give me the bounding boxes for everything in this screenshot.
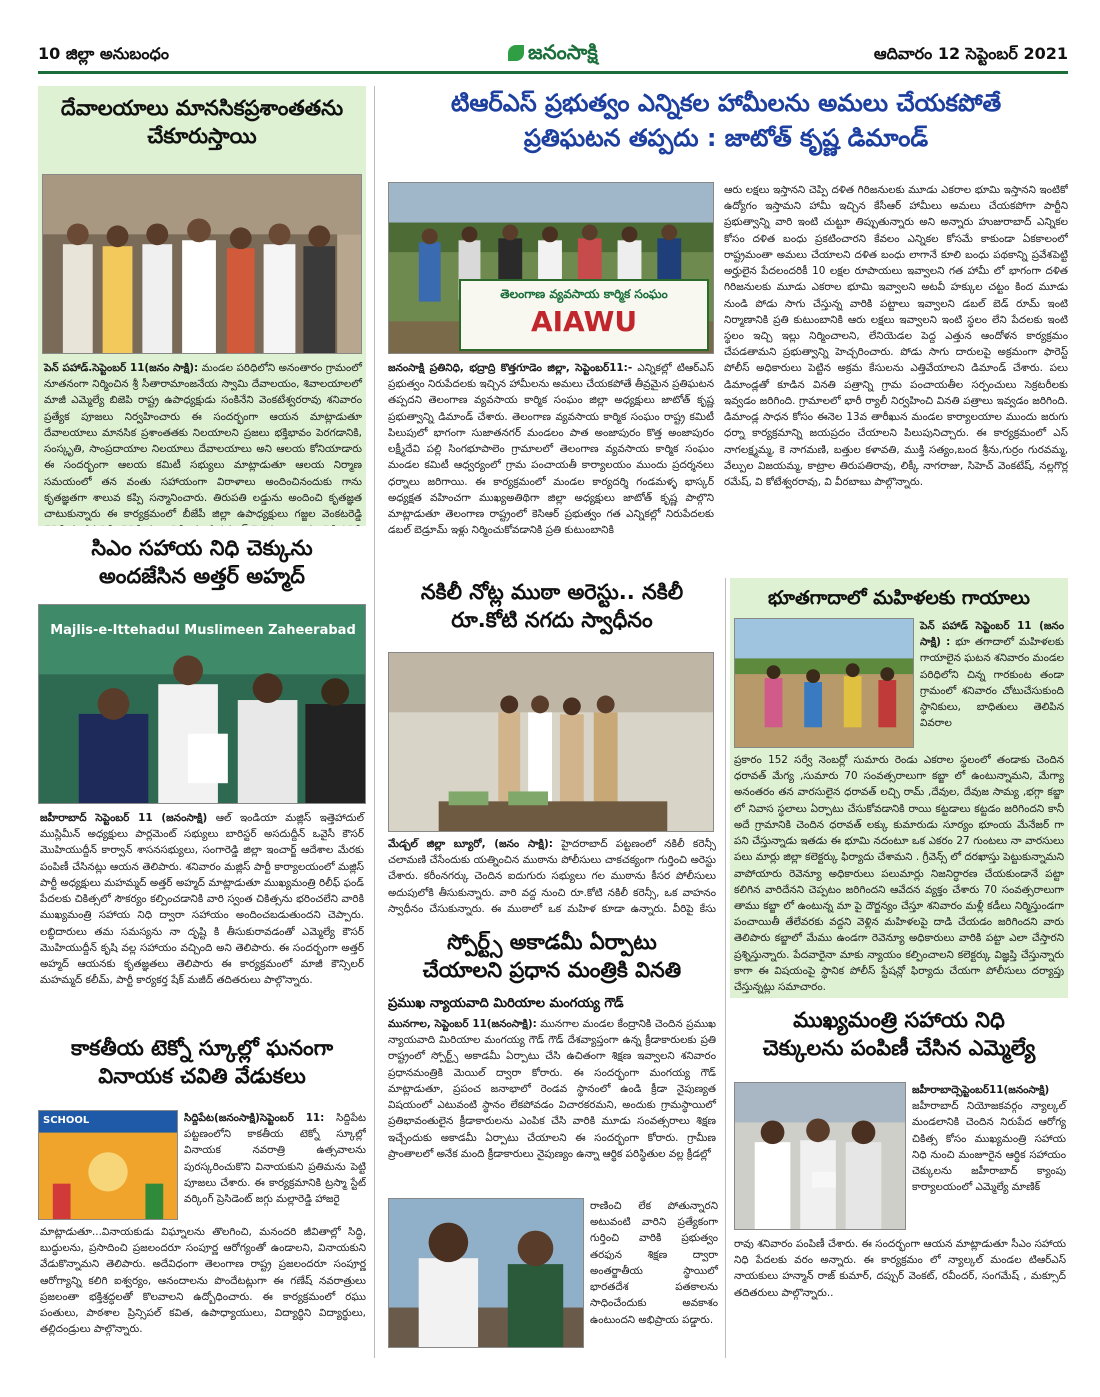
article-cm-relief-photo bbox=[38, 604, 366, 804]
article-mla-cheques-headline-2: చెక్కులను పంపిణీ చేసిన ఎమ్మెల్యే bbox=[762, 1036, 1036, 1061]
article-vinayaka-photo bbox=[38, 1110, 178, 1220]
article-land-dispute-headline: భూతగాదాలో మహిళలకు గాయాలు bbox=[768, 587, 1030, 609]
article-sports-headline-2: చేయాలని ప్రధాన మంత్రికి వినతి bbox=[422, 958, 682, 983]
article-land-dispute-body: ప్రకారం 152 సర్వే నెంబర్లో సుమారు రెండు ఎకరాల స్థలంలో తండాకు చెందిన ధరావత్ మేగ్య ,సుమారు 70 సంవత్సరాలుగా కబ్జా లో ఉంటున్నామని, మేగ్యా అనంతరం తన వారసులైన ధరావత్ లచ్చి రామ్ ,దేవుల, దేవుజ సామ్య ,భగ్గా కబ్జా లో నివాస స్థలాలు ఏర్పాటు చేసుకోవడానికి రాయి కట్టడాలు కట్టడం జరిగిందని కానీ అదే గ్రామానికి చెందిన ధరావత్ లక్కు కుమారుడు సూర్యం భూంయ మేనేజర్ గా పని చేస్తున్నాడు ఇతడు ఈ భూమి నదంటూ ఒక ఎకరం 27 గుంటలు నా వారసులు పలు మార్లు జిల్లా కలెక్టర్కు ఫిర్యాదు చేశామని . గ్రీవెన్స్ లో దరఖాస్తు పెట్టుకున్నామని వాపోయారు రెవెన్యూ అధికారులు పలుమార్లు నిజనిర్ధారణ చేయకుండానే పట్టా కలిగిన వారిదేనని చెప్పటం జరిగిందని ఆవేదన వ్యక్తం చేశారు 70 సంవత్సరాలుగా తాము కబ్జా లో ఉంటున్న మా పై దౌర్జన్యం చేస్తూ శనివారం మళ్లీ కడీలు నిర్మిస్తుండగా పంచాయితీ తేలేవరకు వద్దని వెళ్లిన మహిళలపై దాడి చేయడం జరిగిందని వారు తెలిపారు కబ్జాలో మేము ఉండగా రెవెన్యూ అధికారులు వారికి పట్టా ఎలా చేస్తారని ప్రశ్నిస్తున్నారు. పేదవారైనా మాకు న్యాయం కల్పించాలని కలెక్టర్కు విజ్ఞప్తి చేస్తున్నారు కాగా ఈ విషయంపై స్థానిక పోలీస్ స్టేషన్లో ఫిర్యాదు చేయగా పోలీసులు దర్యాప్తు చేస్తున్నట్లు సమాచారం. bbox=[734, 754, 1064, 994]
article-temple-photo bbox=[42, 174, 362, 354]
article-lead-banner bbox=[459, 279, 709, 351]
article-land-dispute-dateline: పెన్ పహాడ్ సెప్టెంబర్ 11 (జనం సాక్షి) : bbox=[920, 620, 1064, 649]
article-lead-headline-1: టిఆర్ఎస్ ప్రభుత్వం ఎన్నికల హామీలను అమలు చేయకపోతే bbox=[450, 89, 1002, 117]
column-divider-left bbox=[374, 86, 375, 1358]
school-ganesh-photo bbox=[39, 1111, 177, 1219]
article-lead-body: ఎన్నికల్లో టిఆర్ఎస్ ప్రభుత్వం నిరుపేదలకు ఇచ్చిన హామీలను అమలు చేయకపోతే తీవ్రమైన ప్రతిఘటన తప్పదని తెలంగాణ వ్యవసాయ కార్మిక సంఘం జిల్లా అధ్యక్షులు జాటోత్ కృష్ణ ప్రభుత్వాన్ని డిమాండ్ చేశారు. తెలంగాణ వ్యవసాయ కార్మిక సంఘం రాష్ట్ర కమిటీ పిలుపులో భాగంగా సుజాతనగర్ మండలం పాత అంజాపురం కొత్త అంజాపురం లక్ష్మీదేవి పల్లి సింగభూపాలెం గ్రామాలలో తెలంగాణ వ్యవసాయ కార్మిక సంఘం మండల కమిటీ ఆధ్వర్యంలో గ్రామ పంచాయతీ కార్యాలయం ముందు ప్రదర్శనలు ధర్నాలు జరిగాయి. ఈ కార్యక్రమంలో మండల కార్యదర్శి గండమళ్ళ భాస్కర్ అధ్యక్షత వహించగా ముఖ్యఅతిథిగా జిల్లా అధ్యక్షులు జాటోత్ కృష్ణ పాల్గొని మాట్లాడుతూ తెలంగాణ రాష్ట్రంలో కెసిఆర్ ప్రభుత్వం గత ఎన్నికల్లో నిరుపేదలకు డబల్ బెడ్రూమ్ ఇళ్లు నిర్మించుకోవడానికి ప్రతి కుటుంబానికి bbox=[388, 362, 715, 537]
article-mla-cheques-headline-1: ముఖ్యమంత్రి సహాయ నిధి bbox=[793, 1008, 1005, 1032]
article-mla-cheques-photo bbox=[734, 1082, 906, 1230]
article-mla-cheques-body: రావు శనివారం పంపిణీ చేశారు. ఈ సందర్భంగా ఆయన మాట్లాడుతూ సీఎం సహాయ నిధి పేదలకు వరం అన్నారు. ఈ కార్యక్రమం లో న్యాల్కల్ మండల టిఆర్ఎస్ నాయకులు హన్మాన్ రాజ్ కుమార్, దప్పుర్ వెంకట్, రవీందర్, సంగమేష్ , మక్సూద్ తదితరులు పాల్గొన్నారు.. bbox=[734, 1238, 1066, 1299]
article-lead-banner-bottom: AIAWU bbox=[530, 305, 638, 338]
article-vinayaka-headline-2: వినాయక చవితి వేడుకలు bbox=[98, 1064, 306, 1089]
article-vinayaka-body: మాట్లాడుతూ...వినాయకుడు విఘ్నాలను తొలగించి, మనందరి జీవితాల్లో సిద్ధి, బుద్ధులను, ప్రసాదించి ప్రజలందరూ సంపూర్ణ ఆరోగ్యంతో ఉండాలని, వినాయకుని వేడుకొన్నామని తెలిపారు. అదేవిధంగా తెలంగాణ రాష్ట్ర ప్రజలందరూ సంపూర్ణ ఆరోగ్యాన్ని కలిగి ఐశ్వర్యం, ఆనందాలను పొందేటట్లుగా ఈ గణేష్ నవరాత్రులు ప్రజలంతా భక్తిశ్రద్ధలతో కొలవాలని ఉద్బోధించారు. ఈ కార్యక్రమంలో రఘు పంతులు, పాఠశాల ప్రిన్సిపల్ కవిత, ఉపాధ్యాయులు, విద్యార్థిని విద్యార్థులు, తల్లిదండ్రులు పాల్గొన్నారు. bbox=[40, 1226, 366, 1336]
article-cm-relief-headline-1: సిఎం సహాయ నిధి చెక్కును bbox=[91, 536, 313, 560]
article-mla-cheques-body-right: జహీరాబాద్ నియోజకవర్గం న్యాల్కల్ మండలానికి చెందిన నిరుపేద ఆరోగ్య చికిత్స కోసం ముఖ్యమంత్రి సహాయ నిధి నుంచి మంజూరైన ఆర్థిక సహాయం చెక్కులను జహీరాబాద్ క్యాంపు కార్యాలయంలో ఎమ్మెల్యే మాణిక్ bbox=[912, 1100, 1066, 1194]
article-lead bbox=[384, 86, 1068, 576]
mla-cheque-photo bbox=[735, 1083, 905, 1229]
article-temple-body: మండల పరిధిలోని అనంతారం గ్రామంలో నూతనంగా నిర్మించిన శ్రీ సీతారామాంజనేయ స్వామి దేవాలయం, శివాలయాలలో మాజీ ఎమ్మెల్యే బిజెపి రాష్ట్ర ఉపాధ్యక్షుడు సంకినేని వెంకటేశ్వరరావు శనివారం ప్రత్యేక పూజలు నిర్వహించారు ఈ సందర్భంగా ఆయన మాట్లాడుతూ దేవాలయాలు మానసిక ప్రశాంతతకు నిలయాలని ప్రజలు భక్తిభావం పెరగడానికి, సంస్కృతి, సాంప్రదాయాల నిలయాలు దేవాలయాలు అని ఆలయ కోనియాడారు ఈ సందర్భంగా ఆలయ కమిటీ సభ్యులు మాట్లాడుతూ ఆలయ నిర్మాణ సమయంలో తన వంతు సహాయంగా విరాళాలు అందించినందుకు గాను కృతజ్ఞతగా శాలువ కప్పి సన్మానించారు. తిరుపతి లడ్డును అందించి కృతజ్ఞత చాటుకున్నారు ఈ కార్యక్రమంలో బీజేపీ జిల్లా ఉపాధ్యక్షులు గజ్జల వెంకటరెడ్డి bbox=[44, 362, 362, 520]
article-lead-dateline: జనంసాక్షి ప్రతినిధి, భద్రాద్రి కొత్తగూడెం జిల్లా, సెప్టెంబర్11:- bbox=[388, 362, 633, 374]
village-women-photo bbox=[735, 619, 913, 747]
column-divider-right bbox=[725, 578, 726, 1358]
article-lead-banner-top: తెలంగాణ వ్యవసాయ కార్మిక సంఘం bbox=[500, 287, 668, 301]
masthead bbox=[38, 40, 1068, 74]
article-sports-body: మునగాల మండల కేంద్రానికి చెందిన ప్రముఖ న్యాయవాది మిరియాల మంగయ్య గౌడ్ గౌడ్ దేశవ్యాప్తంగా ఉన్న క్రీడాకారులకు ప్రతి రాష్ట్రంలో స్పోర్ట్స్ అకాడమీ ఏర్పాటు చేసి ఉచితంగా శిక్షణ ఇవ్వాలని శనివారం ప్రధానమంత్రికి మెయిల్ ద్వారా కోరారు. ఈ సందర్భంగా మంగయ్య గౌడ్ మాట్లాడుతూ, ప్రపంచ జనాభాలో రెండవ స్థానంలో ఉండి క్రీడా నైపుణ్యత విషయంలో ఎటువంటి స్థానం లేకపోవడం విచారకరమని, అందుకు గ్రామస్థాయిలో ప్రతిభావంతులైన క్రీడాకారులను ఎంపిక చేసి వారికి మూడు సంవత్సరాలు శిక్షణ ఇచ్చేందుకు అకాడమీ ఏర్పాటు చేయాలని ఈ సందర్భంగా కోరారు. గ్రామీణ ప్రాంతాలలో అనేక మంది క్రీడాకారులు నైపుణ్యం ఉన్నా ఆర్థిక పరిస్థితుల వల్ల క్రీడల్లో bbox=[388, 1018, 717, 1160]
article-fake-notes-dateline: మేడ్చల్ జిల్లా బ్యూరో, (జనం సాక్షి): bbox=[388, 838, 553, 850]
article-vinayaka-headline-1: కాకతీయ టెక్నో స్కూల్లో ఘనంగా bbox=[70, 1036, 334, 1060]
lawyer-portrait-photo bbox=[389, 1199, 583, 1347]
article-lead-headline-2: ప్రతిఘటన తప్పదు : జాటోత్ కృష్ణ డిమాండ్ bbox=[523, 123, 929, 152]
article-vinayaka bbox=[38, 1034, 366, 1359]
article-lead-photo bbox=[388, 182, 714, 354]
article-mla-cheques bbox=[730, 1006, 1068, 1360]
article-lead-body-right: ఆరు లక్షలు ఇస్తానని చెప్పి దళిత గిరిజనులకు మూడు ఎకరాల భూమి ఇస్తానని ఇంటికో ఉద్యోగం ఇస్తామని హామీ ఇచ్చిన కేసీఆర్ హామీలు అమలు చేయకపోగా పార్టీని ప్రభుత్వాన్ని వారి ఇంటి చుట్టూ తిప్పుతున్నారు అని అన్నారు హుజురాబాద్ ఎన్నికల కోసం దళిత బంధు ప్రకటించారని కేవలం ఎన్నికల కోసమే కాకుండా ఏకకాలంలో రాష్ట్రమంతా అమలు చేయాలని దళిత బంధు లాగానే కూలి బంధు పథకాన్ని ప్రవేశపెట్టి అర్హులైన పేదలందరికీ 10 లక్షల రూపాయలు ఇవ్వాలని గత హామీ లో భాగంగా దళిత గిరిజనులకు మూడు ఎకరాల భూమి ఇవ్వాలని అటవీ హక్కుల చట్టం కింద మూడు నుండి పోడు సాగు చేస్తున్న వారికి పట్టాలు ఇవ్వాలని డబల్ బెడ్ రూమ్ ఇంటి నిర్మాణానికి ప్రతి కుటుంబానికి ఆరు లక్షలు ఇవ్వాలని ఇంటి స్థలం లేని పేదలకు ఇంటి స్థలం ఇచ్చి ఇల్లు నిర్మించాలని, లేనియెడల పెద్ద ఎత్తున ఆందోళన కార్యక్రమం చేపడతామని ప్రభుత్వాన్ని హెచ్చరించారు. పోడు సాగు దారులపై అక్రమంగా ఫారెస్ట్ పోలీస్ అధికారులు పెట్టిన అక్రమ కేసులను ఎత్తివేయాలని డిమాండ్ చేశారు. పలు డిమాండ్లతో కూడిన వినతి పత్రాన్ని గ్రామ పంచాయతీల సర్పంచులు సెక్రటరీలకు ఇవ్వడం జరిగింది. గ్రామాలలో భారీ ర్యాలీ నిర్వహించి వినతి పత్రాలు ఇవ్వడం జరిగింది. డిమాండ్ల సాధన కోసం ఈనెల 13వ తారీఖున మండల కార్యాలయాల ముందు జరుగు ధర్నా కార్యక్రమాన్ని జయప్రదం చేయాలని పిలుపునిచ్చారు. ఈ కార్యక్రమంలో ఎస్ నాగలక్ష్మమ్మ, కె నాగమణి, బత్తుల కళావతి, ముక్తి సత్యం,బంద శ్రీను,గుర్రం గురవమ్మ, వేల్పుల విజయమ్మ, కాట్రాల తిరుపతిరావు, లిక్కీ నాగరాజు, సిహెచ్ వెంకటేష్, నల్లగొర్ల రమేష్, వి కోటేశ్వరరావు, వి వీరబాబు పాల్గొన్నారు. bbox=[724, 184, 1068, 488]
article-cm-relief bbox=[38, 530, 366, 1030]
newspaper-logo: జనంసాక్షి bbox=[508, 40, 598, 69]
article-temple bbox=[38, 86, 366, 526]
article-cm-relief-body: ఆల్ ఇండియా మజ్లిస్ ఇత్తెహాదుల్ ముస్లిమీన్ అధ్యక్షులు పార్లమెంట్ సభ్యులు బారిస్టర్ అసదుద్దీన్ ఒవైసీ కౌసర్ మొహియుద్దీన్ కార్వాన్ శాసనసభ్యులు, సంగారెడ్డి జిల్లా ఇంచార్జ్ ఆదేశాల మేరకు పంపిణీ చేసినట్లు ఆయన తెలిపారు. శనివారం మజ్లిస్ పార్టీ కార్యాలయంలో మజ్లిస్ పార్టీ అధ్యక్షులు మహమ్మద్ అత్తర్ అహ్మద్ మాట్లాడుతూ ముఖ్యమంత్రి రిలీఫ్ ఫండ్ పేదలకు చికిత్సలో సౌకర్యం కల్పించడానికి వారి స్వంత చికిత్సను భరించలేని వారికి ముఖ్యమంత్రి సహాయ నిధి ద్వారా సహాయం అందించబడుతుందని చెప్పారు. లబ్ధిదారులు తమ సమస్యను నా దృష్టి కి తీసుకురావడంతో ఎమ్మెల్యే కౌసర్ మొహియుద్దీన్ కృషి వల్ల సహాయం వచ్చింది అని తెలిపారు. ఈ సందర్భంగా అత్తర్ అహ్మద్ ఆయనకు కృతజ్ఞతలు తెలిపారు ఈ కార్యక్రమంలో మాజీ కౌన్సిలర్ మహమ్మద్ కలీమ్, పార్టీ కార్యకర్త షేక్ మజీద్ తదితరులు పాల్గొన్నారు. bbox=[40, 812, 364, 987]
article-fake-notes-headline-1: నకిలీ నోట్ల ముఠా అరెస్టు.. నకిలీ bbox=[420, 580, 684, 604]
article-land-dispute-body-right: భూ తగాదాలో మహిళలకు గాయాలైన ఘటన శనివారం మండల పరిధిలోని చిన్న గారకుంట తండా గ్రామంలో శనివారం చోటుచేసుకుంది స్థానికులు, బాధితులు తెలిపిన వివరాల bbox=[920, 636, 1064, 730]
article-sports-subhead: ప్రముఖ న్యాయవాది మిరియాల మంగయ్య గౌడ్ bbox=[388, 996, 624, 1011]
page-section-label: 10 జిల్లా అనుబంధం bbox=[38, 44, 169, 63]
article-fake-notes-photo bbox=[388, 652, 714, 832]
article-vinayaka-body-right: సిద్దిపేట పట్టణంలోని కాకతీయ టెక్నో స్కూల్లో వినాయక నవరాత్రి ఉత్సవాలను పురస్కరించుకొని వినాయకుని ప్రతిమను పెట్టి పూజలు చేశారు. ఈ కార్యక్రమానికి ట్రస్మా స్టేట్ వర్కింగ్ ప్రెసిడెంట్ జగ్గు మల్లారెడ్డి హాజరై bbox=[184, 1112, 366, 1206]
article-land-dispute bbox=[730, 578, 1068, 998]
article-temple-headline-2: చేకూరుస్తాయి bbox=[147, 124, 257, 149]
article-cm-relief-headline-2: అందజేసిన అత్తర్ అహ్మద్ bbox=[99, 564, 305, 589]
article-sports-headline-1: స్పోర్ట్స్ అకాడమీ ఏర్పాటు bbox=[447, 930, 657, 954]
article-sports-body-right: రాణించి లేక పోతున్నారని అటువంటి వారిని ప్రత్యేకంగా గుర్తించి వారికి ప్రభుత్వం తరఫున శిక్షణ ద్వారా అంతర్జాతీయ స్థాయిలో భారతదేశ పతకాలను సాధించేందుకు అవకాశం ఉంటుందని అభిప్రాయ పడ్డారు. bbox=[590, 1200, 718, 1326]
article-temple-dateline: పెన్ పహాడ్.సెప్టెంబర్ 11(జనం సాక్షి): bbox=[44, 362, 199, 374]
article-fake-notes bbox=[384, 578, 720, 918]
article-fake-notes-headline-2: రూ.కోటి నగదు స్వాధీనం bbox=[451, 608, 653, 633]
article-cm-relief-banner: Majlis-e-Ittehadul Muslimeen Zaheerabad bbox=[50, 623, 356, 638]
article-sports bbox=[384, 928, 720, 1360]
article-cm-relief-dateline: జహీరాబాద్ సెప్టెంబర్ 11 (జనంసాక్షి) bbox=[40, 812, 208, 824]
school-sign: SCHOOL bbox=[43, 1115, 90, 1126]
article-sports-dateline: మునగాల, సెప్టెంబర్ 11(జనంసాక్షి): bbox=[388, 1018, 537, 1030]
article-mla-cheques-dateline: జహీరాబాద్సెప్టెంబర్11(జనంసాక్షి) bbox=[912, 1084, 1050, 1096]
leaf-icon bbox=[508, 45, 524, 61]
issue-date: ఆదివారం 12 సెప్టెంబర్ 2021 bbox=[873, 44, 1068, 63]
article-temple-headline-1: దేవాలయాలు మానసికప్రశాంతతను bbox=[60, 96, 344, 120]
police-press-meet-photo bbox=[389, 653, 713, 831]
article-land-dispute-photo bbox=[734, 618, 914, 748]
article-sports-photo bbox=[388, 1198, 584, 1348]
temple-group-photo bbox=[43, 175, 361, 353]
article-vinayaka-dateline: సిద్దిపేట(జనంసాక్షి)సెప్టెంబర్ 11: bbox=[184, 1112, 325, 1124]
article-fake-notes-body: హైదరాబాద్ పట్టణంలో నకిలీ కరెన్సీ చలామణి చేసేందుకు యత్నించిన ముఠాను పోలీసులు చాకచక్యంగా గుర్తించి అరెస్టు చేశారు. కరీంనగర్కు చెందిన ఐదుగురు సభ్యులు గల ముఠాను కీసర పోలీసులు అదుపులోకి తీసుకున్నారు. వారి వద్ద నుంచి రూ.కోటి నకిలీ కరెన్సీ, ఒక వాహనం స్వాధీనం చేసుకున్నారు. ఈ ముఠాలో ఒక మహిళ కూడా ఉన్నారు. వీరిపై కేసు bbox=[388, 838, 716, 915]
